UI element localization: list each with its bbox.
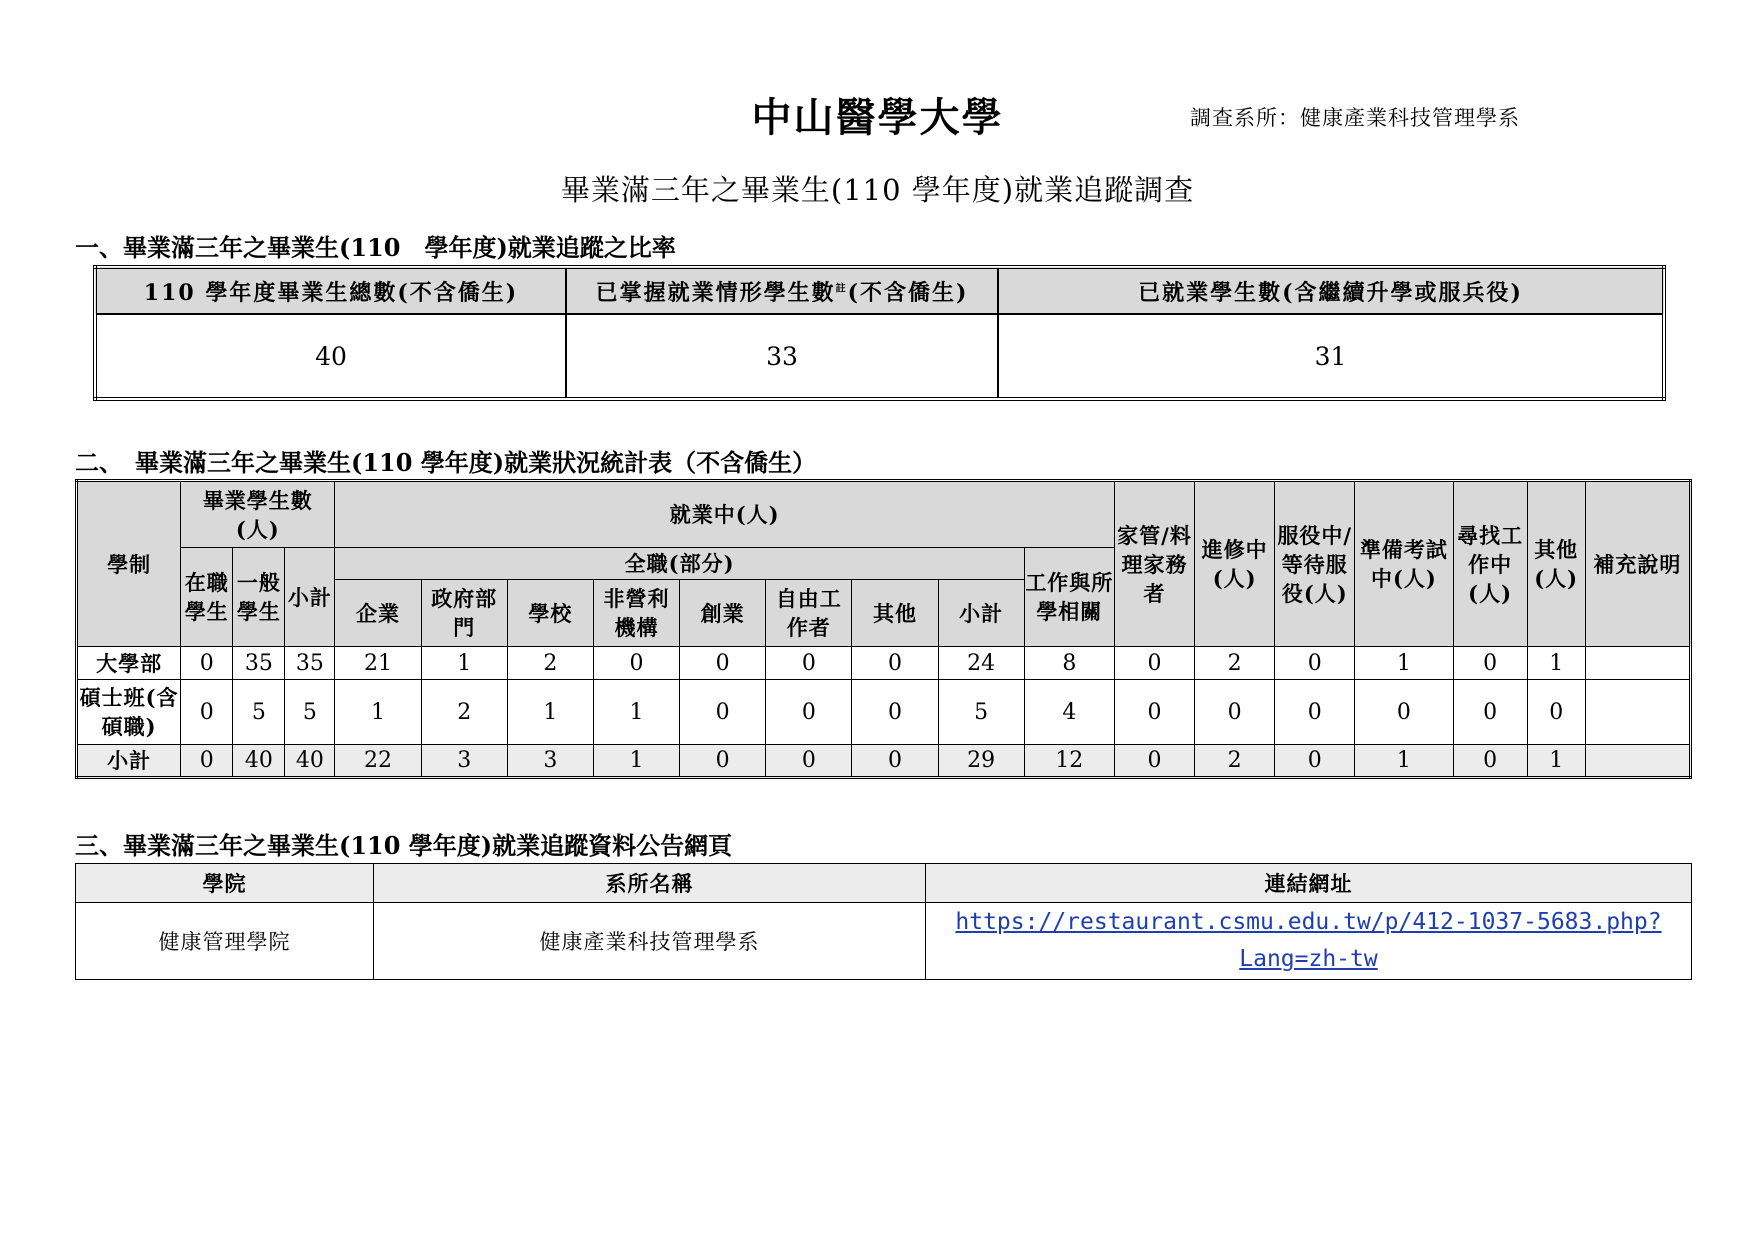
row-label: 碩士班(含碩職) xyxy=(77,680,181,745)
header-fulltime: 全職(部分) xyxy=(335,548,1024,580)
total-graduates-header: 110 學年度畢業生總數(不含僑生) xyxy=(95,267,566,314)
header-general: 一般學生 xyxy=(233,548,285,647)
header-emp-subtotal: 小計 xyxy=(938,580,1024,647)
table-cell: 21 xyxy=(335,647,421,680)
announcement-table xyxy=(75,863,1692,980)
table-cell: 35 xyxy=(233,647,285,680)
table-cell: 5 xyxy=(285,680,335,745)
table-cell: 5 xyxy=(233,680,285,745)
section2-heading: 二、 畢業滿三年之畢業生(110 學年度)就業狀況統計表（不含僑生） xyxy=(75,448,817,477)
header-study: 進修中(人) xyxy=(1195,481,1275,647)
table-cell: 0 xyxy=(181,647,233,680)
table-cell: 1 xyxy=(593,745,679,778)
table-row xyxy=(77,647,1691,680)
table-cell: 40 xyxy=(285,745,335,778)
table-cell: 0 xyxy=(1453,680,1527,745)
header-seeking: 尋找工作中(人) xyxy=(1453,481,1527,647)
notes-cell xyxy=(1585,745,1690,778)
employment-ratio-table xyxy=(93,265,1666,401)
table-cell: 0 xyxy=(680,647,766,680)
table-cell: 8 xyxy=(1024,647,1114,680)
table-cell: 0 xyxy=(1195,680,1275,745)
header-system: 學制 xyxy=(77,481,181,647)
table-cell: 0 xyxy=(1114,745,1194,778)
department-value: 健康產業科技管理學系 xyxy=(374,903,926,980)
table-cell: 0 xyxy=(852,680,938,745)
table-cell: 2 xyxy=(1195,647,1275,680)
table-cell: 0 xyxy=(1527,680,1585,745)
header-other: 其他 xyxy=(852,580,938,647)
table-cell: 1 xyxy=(1527,745,1585,778)
table-cell: 0 xyxy=(852,745,938,778)
table-cell: 0 xyxy=(181,745,233,778)
table-cell: 3 xyxy=(507,745,593,778)
header-startup: 創業 xyxy=(680,580,766,647)
header-homemaker: 家管/料理家務者 xyxy=(1114,481,1194,647)
table-cell: 0 xyxy=(1275,745,1355,778)
table-cell: 12 xyxy=(1024,745,1114,778)
section1-heading: 一、畢業滿三年之畢業生(110 學年度)就業追蹤之比率 xyxy=(75,233,676,262)
table-cell: 22 xyxy=(335,745,421,778)
header-department: 系所名稱 xyxy=(374,864,926,903)
table-cell: 0 xyxy=(181,680,233,745)
table-cell: 0 xyxy=(852,647,938,680)
header-notes: 補充說明 xyxy=(1585,481,1690,647)
table-cell: 0 xyxy=(680,745,766,778)
table-row xyxy=(77,680,1691,745)
table-cell: 2 xyxy=(421,680,507,745)
header-military: 服役中/等待服役(人) xyxy=(1275,481,1355,647)
table-cell: 35 xyxy=(285,647,335,680)
table-cell: 0 xyxy=(1275,647,1355,680)
table-cell: 2 xyxy=(1195,745,1275,778)
table-cell: 0 xyxy=(1114,647,1194,680)
row-label: 大學部 xyxy=(77,647,181,680)
total-graduates-value: 40 xyxy=(95,314,566,399)
header-government: 政府部門 xyxy=(421,580,507,647)
university-title: 中山醫學大學 xyxy=(751,95,1004,141)
row-label: 小計 xyxy=(77,745,181,778)
table-cell: 0 xyxy=(1453,745,1527,778)
employment-status-table xyxy=(75,479,1692,779)
header-enterprise: 企業 xyxy=(335,580,421,647)
department-label: 調查系所：健康產業科技管理學系 xyxy=(1190,106,1520,130)
tracked-students-value: 33 xyxy=(566,314,998,399)
header-url: 連結網址 xyxy=(926,864,1692,903)
employed-students-header: 已就業學生數(含繼續升學或服兵役) xyxy=(998,267,1664,314)
table-cell: 0 xyxy=(1355,680,1453,745)
header-in-service: 在職學生 xyxy=(181,548,233,647)
section3-heading: 三、畢業滿三年之畢業生(110 學年度)就業追蹤資料公告網頁 xyxy=(75,831,733,860)
employed-students-value: 31 xyxy=(998,314,1664,399)
announcement-link[interactable]: https://restaurant.csmu.edu.tw/p/412-1037-5683.php?Lang=zh-tw xyxy=(955,909,1662,972)
table-cell: 0 xyxy=(766,680,852,745)
table-cell: 1 xyxy=(1527,647,1585,680)
table-cell: 0 xyxy=(1114,680,1194,745)
table-cell: 3 xyxy=(421,745,507,778)
url-cell xyxy=(926,903,1692,980)
document-title: 畢業滿三年之畢業生(110 學年度)就業追蹤調查 xyxy=(560,173,1195,207)
table-cell: 0 xyxy=(1275,680,1355,745)
table-cell: 2 xyxy=(507,647,593,680)
notes-cell xyxy=(1585,647,1690,680)
table-cell: 0 xyxy=(766,647,852,680)
header-college: 學院 xyxy=(76,864,374,903)
header-grad-count: 畢業學生數(人) xyxy=(181,481,335,548)
table-cell: 0 xyxy=(680,680,766,745)
table-cell: 5 xyxy=(938,680,1024,745)
table-cell: 0 xyxy=(593,647,679,680)
header-freelance: 自由工作者 xyxy=(766,580,852,647)
table-cell: 1 xyxy=(1355,647,1453,680)
header-school: 學校 xyxy=(507,580,593,647)
header-employed: 就業中(人) xyxy=(335,481,1114,548)
table-cell: 0 xyxy=(1453,647,1527,680)
table-cell: 0 xyxy=(766,745,852,778)
table-cell: 1 xyxy=(335,680,421,745)
table-cell: 1 xyxy=(1355,745,1453,778)
table-cell: 1 xyxy=(507,680,593,745)
header-nonprofit: 非營利機構 xyxy=(593,580,679,647)
table-cell: 40 xyxy=(233,745,285,778)
table-cell: 1 xyxy=(421,647,507,680)
table-cell: 4 xyxy=(1024,680,1114,745)
header-exam: 準備考試中(人) xyxy=(1355,481,1453,647)
tracked-students-header: 已掌握就業情形學生數$^註$(不含僑生) xyxy=(566,267,998,314)
table-cell: 24 xyxy=(938,647,1024,680)
header-subtotal: 小計 xyxy=(285,548,335,647)
college-value: 健康管理學院 xyxy=(76,903,374,980)
table-row xyxy=(77,745,1691,778)
table-cell: 29 xyxy=(938,745,1024,778)
header-related: 工作與所學相關 xyxy=(1024,548,1114,647)
notes-cell xyxy=(1585,680,1690,745)
header-others: 其他(人) xyxy=(1527,481,1585,647)
table-cell: 1 xyxy=(593,680,679,745)
